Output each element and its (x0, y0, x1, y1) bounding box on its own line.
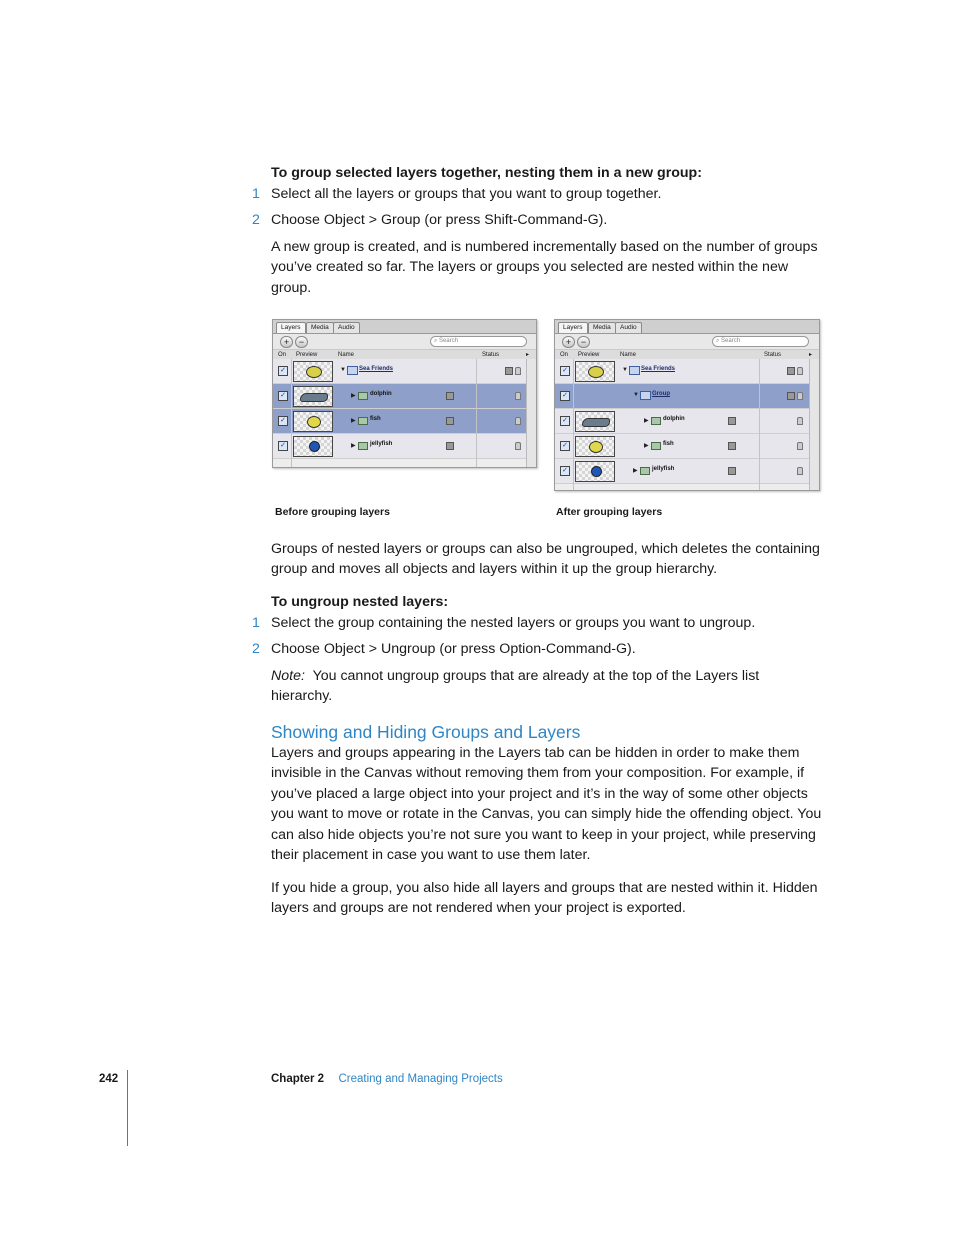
disclosure-triangle-closed-icon[interactable]: ▶ (351, 443, 356, 449)
visibility-checkbox[interactable]: ✓ (560, 391, 570, 401)
status-icon (505, 367, 513, 375)
lock-icon[interactable] (515, 442, 521, 450)
step-number: 1 (252, 186, 260, 202)
fish-icon (589, 441, 603, 453)
disclosure-triangle-open-icon[interactable]: ▼ (622, 367, 628, 373)
layer-row-sea-friends[interactable] (273, 359, 526, 384)
step-text: Choose Object > Ungroup (or press Option-Command-G). (271, 641, 636, 657)
column-name[interactable]: Name (338, 352, 355, 358)
add-layer-button[interactable]: + (562, 336, 575, 348)
layer-row-fish[interactable] (555, 434, 809, 459)
disclosure-triangle-closed-icon[interactable]: ▶ (644, 443, 649, 449)
dolphin-icon (300, 393, 328, 402)
layer-icon (651, 417, 661, 425)
tab-audio[interactable]: Audio (615, 322, 642, 333)
add-layer-button[interactable]: + (280, 336, 293, 348)
lock-icon[interactable] (797, 467, 803, 475)
column-status[interactable]: Status (482, 352, 500, 358)
layer-name: Sea Friends (641, 366, 676, 372)
column-on[interactable]: On (278, 352, 287, 358)
step-text: Select the group containing the nested layers or groups you want to ungroup. (271, 615, 756, 631)
tab-media[interactable]: Media (306, 322, 334, 333)
visibility-checkbox[interactable]: ✓ (560, 466, 570, 476)
footer-chapter (271, 1073, 503, 1085)
preview-thumbnail (293, 436, 333, 457)
column-divider (476, 359, 477, 467)
layer-row-group[interactable] (555, 384, 809, 409)
group-icon (629, 366, 640, 375)
search-input[interactable] (712, 336, 809, 347)
step-text: Select all the layers or groups that you want to group together. (271, 186, 662, 202)
search-icon: ⌕ (434, 338, 440, 344)
disclosure-triangle-closed-icon[interactable]: ▶ (351, 393, 356, 399)
column-divider (573, 359, 574, 490)
paragraph-ungroup: Groups of nested layers or groups can also be ungrouped, which deletes the containing group and moves all objects and layers within it up the group hierarchy. (271, 541, 820, 578)
caption-before: Before grouping layers (275, 506, 390, 518)
preview-thumbnail (293, 361, 333, 382)
tab-media[interactable]: Media (588, 322, 616, 333)
layer-list (555, 359, 819, 490)
instruction-heading-ungroup: To ungroup nested layers: (271, 594, 449, 610)
scrollbar[interactable] (526, 359, 536, 467)
lock-icon[interactable] (515, 392, 521, 400)
visibility-checkbox[interactable]: ✓ (278, 391, 288, 401)
step-number: 2 (252, 641, 260, 657)
lock-icon[interactable] (797, 392, 803, 400)
column-on[interactable]: On (560, 352, 569, 358)
lock-icon[interactable] (515, 367, 521, 375)
layer-list (273, 359, 536, 467)
toolbar (555, 334, 819, 350)
layers-panel-before (272, 319, 537, 468)
layer-icon (358, 442, 368, 450)
dolphin-icon (582, 418, 610, 427)
remove-layer-button[interactable]: − (577, 336, 590, 348)
disclosure-triangle-open-icon[interactable]: ▼ (340, 367, 346, 373)
page-number: 242 (99, 1073, 119, 1085)
status-icon (728, 442, 736, 450)
column-preview[interactable]: Preview (578, 352, 600, 358)
tab-bar (555, 320, 819, 334)
chapter-label: Chapter 2 (271, 1073, 325, 1085)
search-input[interactable] (430, 336, 527, 347)
instruction-heading-group: To group selected layers together, nesting them in a new group: (271, 165, 702, 181)
layer-name: jellyfish (370, 441, 393, 447)
tab-layers[interactable]: Layers (276, 322, 306, 333)
layer-icon (358, 392, 368, 400)
search-placeholder: Search (439, 338, 459, 344)
fish-icon (588, 366, 604, 378)
layers-panel-after (554, 319, 820, 491)
column-menu-icon[interactable]: ▸ (526, 352, 530, 358)
note-label: Note: (271, 668, 305, 684)
column-divider (759, 359, 760, 490)
status-icon (787, 367, 795, 375)
visibility-checkbox[interactable]: ✓ (560, 441, 570, 451)
step-number: 2 (252, 212, 260, 228)
visibility-checkbox[interactable]: ✓ (560, 366, 570, 376)
status-icon (787, 392, 795, 400)
remove-layer-button[interactable]: − (295, 336, 308, 348)
layer-icon (651, 442, 661, 450)
layer-row-dolphin[interactable] (555, 409, 809, 434)
fish-icon (306, 366, 322, 378)
note-text: You cannot ungroup groups that are already at the top of the Layers list hierarchy. (271, 668, 760, 705)
layer-name: Sea Friends (359, 366, 394, 372)
layer-row-jellyfish[interactable] (555, 459, 809, 484)
layer-row-jellyfish[interactable] (273, 434, 526, 459)
disclosure-triangle-closed-icon[interactable]: ▶ (351, 418, 356, 424)
visibility-checkbox[interactable]: ✓ (278, 441, 288, 451)
paragraph-hiding: Layers and groups appearing in the Layers tab can be hidden in order to make them invisible in the Canvas without removing them from your composition. For example, if you’ve placed a large object into your project and it’s in the way of some other objects you want to move or rotate in the Canvas, you can simply hide the offending object. You can also hide objects you’re not sure you want to keep in your project, while preserving their placement in case you want to use them later. (271, 745, 822, 864)
disclosure-triangle-closed-icon[interactable]: ▶ (644, 418, 649, 424)
footer-rule (127, 1070, 128, 1146)
preview-thumbnail (575, 461, 615, 482)
layer-name: dolphin (370, 391, 392, 397)
layer-row-dolphin[interactable] (273, 384, 526, 409)
lock-icon[interactable] (797, 442, 803, 450)
visibility-checkbox[interactable]: ✓ (278, 366, 288, 376)
lock-icon[interactable] (797, 367, 803, 375)
layer-name: jellyfish (652, 466, 675, 472)
visibility-checkbox[interactable]: ✓ (278, 416, 288, 426)
tab-audio[interactable]: Audio (333, 322, 360, 333)
layer-name: dolphin (663, 416, 685, 422)
column-preview[interactable]: Preview (296, 352, 318, 358)
scrollbar[interactable] (809, 359, 819, 490)
jellyfish-icon (591, 466, 602, 477)
paragraph-hidden-group: If you hide a group, you also hide all layers and groups that are nested within it. Hidden layers and groups are not rendered when your project is exported. (271, 880, 818, 917)
disclosure-triangle-open-icon[interactable]: ▼ (633, 392, 639, 398)
layer-row-fish[interactable] (273, 409, 526, 434)
step-text: Choose Object > Group (or press Shift-Command-G). (271, 212, 608, 228)
preview-thumbnail (575, 436, 615, 457)
caption-after: After grouping layers (556, 506, 663, 518)
status-icon (728, 417, 736, 425)
layer-name: fish (663, 441, 674, 447)
section-heading: Showing and Hiding Groups and Layers (271, 722, 581, 742)
layer-icon (358, 417, 368, 425)
tab-bar (273, 320, 536, 334)
status-icon (446, 392, 454, 400)
column-divider (291, 359, 292, 467)
status-icon (446, 417, 454, 425)
preview-thumbnail (575, 411, 615, 432)
step-number: 1 (252, 615, 260, 631)
preview-thumbnail (293, 386, 333, 407)
jellyfish-icon (309, 441, 320, 452)
search-icon: ⌕ (716, 338, 722, 344)
preview-thumbnail (575, 361, 615, 382)
tab-layers[interactable]: Layers (558, 322, 588, 333)
group-icon (347, 366, 358, 375)
column-status[interactable]: Status (764, 352, 782, 358)
group-icon (640, 391, 651, 400)
paragraph-new-group: A new group is created, and is numbered incrementally based on the number of groups you’ve created so far. The layers or groups you selected are nested within the new group. (271, 239, 818, 296)
chapter-title[interactable]: Creating and Managing Projects (338, 1073, 503, 1085)
column-name[interactable]: Name (620, 352, 637, 358)
lock-icon[interactable] (797, 417, 803, 425)
fish-icon (307, 416, 321, 428)
toolbar (273, 334, 536, 350)
column-menu-icon[interactable]: ▸ (809, 352, 813, 358)
layer-row-sea-friends[interactable] (555, 359, 809, 384)
status-icon (728, 467, 736, 475)
search-placeholder: Search (721, 338, 741, 344)
status-icon (446, 442, 454, 450)
note (271, 666, 791, 707)
layer-icon (640, 467, 650, 475)
preview-thumbnail (293, 411, 333, 432)
lock-icon[interactable] (515, 417, 521, 425)
disclosure-triangle-closed-icon[interactable]: ▶ (633, 468, 638, 474)
layer-name: Group (652, 391, 670, 397)
visibility-checkbox[interactable]: ✓ (560, 416, 570, 426)
layer-name: fish (370, 416, 381, 422)
